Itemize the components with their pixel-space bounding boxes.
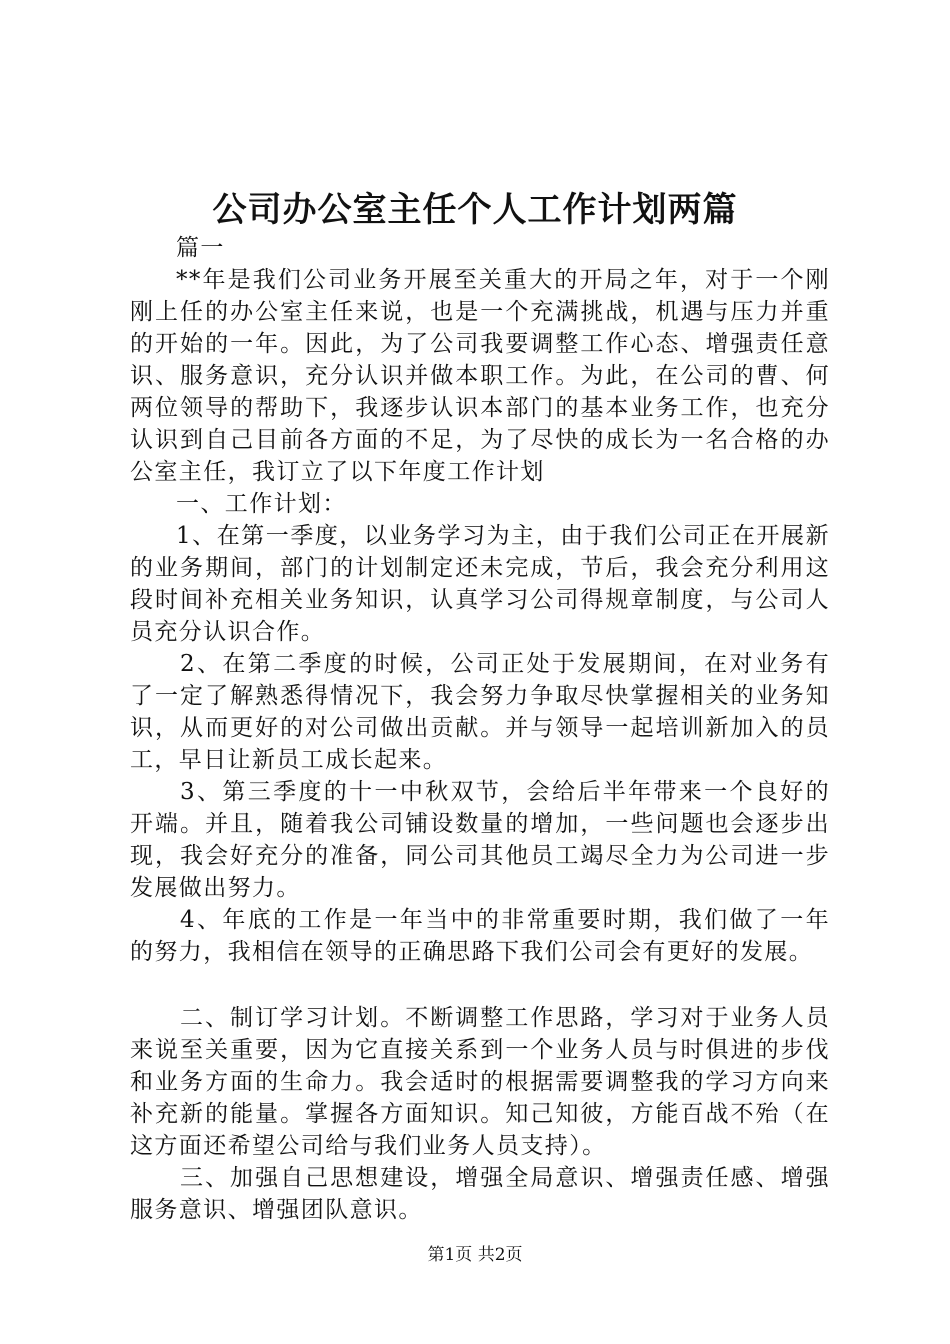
- document-title: 公司办公室主任个人工作计划两篇: [212, 190, 738, 230]
- paragraph-spacer: [130, 968, 830, 1002]
- plan-item-q4: 4、年底的工作是一年当中的非常重要时期，我们做了一年的努力，我相信在领导的正确思路下我们公司会有更好的发展。: [130, 907, 830, 965]
- plan-item-q1: 1、在第一季度，以业务学习为主，由于我们公司正在开展新的业务期间，部门的计划制定还未完成，节后，我会充分利用这段时间补充相关业务知识，认真学习公司得规章制度，与公司人员充分认识合作。: [130, 523, 830, 645]
- section-heading-work-plan: 一、工作计划：: [176, 491, 347, 517]
- intro-paragraph: **年是我们公司业务开展至关重大的开局之年，对于一个刚刚上任的办公室主任来说，也是一个充满挑战，机遇与压力并重的开始的一年。因此，为了公司我要调整工作心态、增强责任意识、服务意识，充分认识并做本职工作。为此，在公司的曹、何两位领导的帮助下，我逐步认识本部门的基本业务工作，也充分认识到自己目前各方面的不足，为了尽快的成长为一名合格的办公室主任，我订立了以下年度工作计划: [130, 267, 830, 485]
- document-body: [130, 232, 830, 1226]
- plan-item-q3: 3、第三季度的十一中秋双节，会给后半年带来一个良好的开端。并且，随着我公司铺设数量的增加，一些问题也会逐步出现，我会好充分的准备，同公司其他员工竭尽全力为公司进一步发展做出努力。: [130, 779, 830, 901]
- page-footer: 第1页 共2页: [427, 1245, 523, 1265]
- study-plan-paragraph: 二、制订学习计划。不断调整工作思路，学习对于业务人员来说至关重要，因为它直接关系到一个业务人员与时俱进的步伐和业务方面的生命力。我会适时的根据需要调整我的学习方向来补充新的能量。掌握各方面知识。知己知彼，方能百战不殆（在这方面还希望公司给与我们业务人员支持）。: [130, 1005, 830, 1159]
- section-label: 篇一: [176, 235, 225, 261]
- plan-item-q2: 2、在第二季度的时候，公司正处于发展期间，在对业务有了一定了解熟悉得情况下，我会努力争取尽快掌握相关的业务知识，从而更好的对公司做出贡献。并与领导一起培训新加入的员工，早日让新员工成长起来。: [130, 651, 830, 773]
- ideology-paragraph: 三、加强自己思想建设，增强全局意识、增强责任感、增强服务意识、增强团队意识。: [130, 1165, 830, 1223]
